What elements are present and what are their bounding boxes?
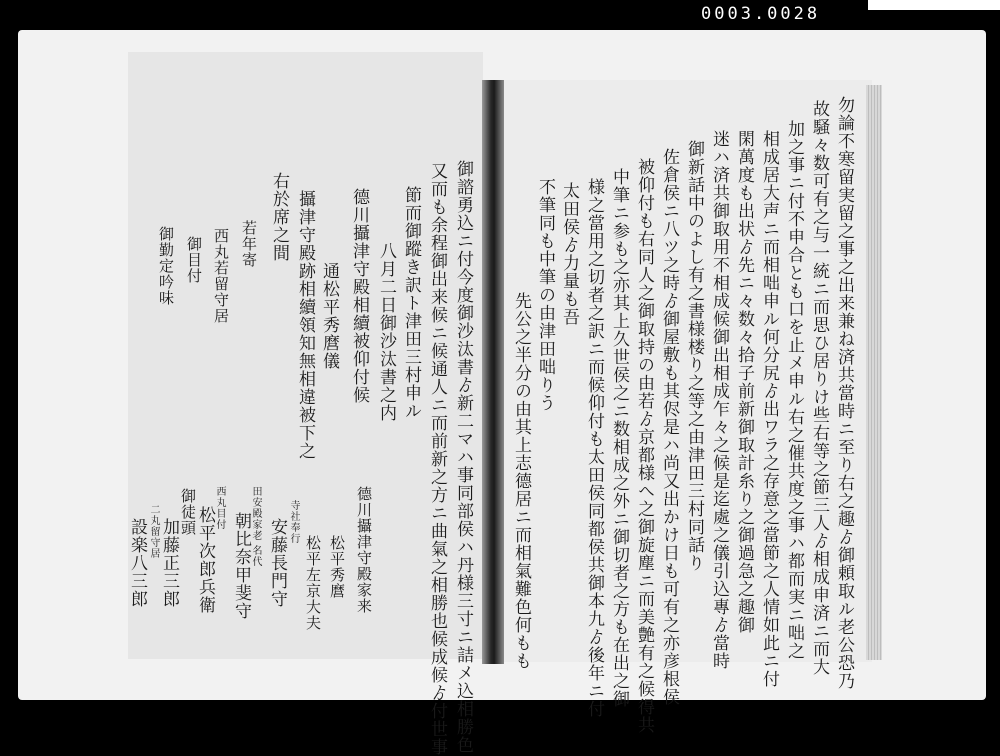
official-note-3: 西丸目付	[214, 486, 225, 530]
right-page-column-4: 相成居大声ニ而相咄申ル何分尻ゟ出ワラ之存意之當節之人情如此ニ付	[759, 130, 779, 688]
page-edge-stack	[866, 85, 882, 660]
left-page-column-2: 又而も余程御出来候ニ候通人ニ而前新之方ニ曲氣之相勝也候成候ゟ付世事	[427, 162, 447, 756]
role-1: 若年寄	[240, 220, 258, 268]
left-page-column-1: 御諮勇込ニ付今度御沙汰書ゟ新二マハ事同部侯ハ丹様三寸ニ詰メ込相勝色	[453, 160, 473, 754]
right-page-column-9: 被仰付も右同人之御取持の由若ゟ京都様へ之御旋塵ニ而美艶有之候得共	[634, 158, 654, 734]
right-page-column-12: 太田侯ゟ力量も吾	[559, 182, 579, 326]
right-page-column-7: 御新話中のよし有之書様楼り之等之由津田三村同話り	[684, 140, 704, 572]
right-page-column-1: 勿論不寒留実留之事之出来兼ね済共當時ニ至り右之趣ゟ御頼取ル老公恐乃	[834, 96, 854, 690]
signer-name-3: 松平左京大夫	[304, 535, 322, 631]
official-note-2: 田安殿家老 名代	[250, 486, 261, 568]
official-name-4: 加藤正三郎	[159, 518, 179, 608]
right-page-column-5: 閑萬度も出状ゟ先ニ々数々拾子前新御取計糸り之御過急之趣御	[734, 130, 754, 634]
decree-inline-note: 通松平秀麿儀	[319, 262, 339, 370]
right-page-column-13: 不筆同も中筆の由津田咄りう	[535, 178, 555, 412]
role-3: 御目付	[185, 236, 203, 284]
attendance-heading: 右於席之間	[269, 172, 289, 262]
film-frame-marker	[868, 0, 1000, 10]
official-name-1: 安藤長門守	[267, 518, 287, 608]
official-note-1: 寺社奉行	[288, 500, 299, 544]
right-page-column-6: 迷ハ済共御取用不相成候御出相成乍々之候是迄處之儀引込專ゟ當時	[709, 130, 729, 670]
book-gutter	[482, 80, 504, 664]
role-2: 西丸若留守居	[212, 228, 230, 324]
role-4: 御勤定吟味	[157, 226, 175, 306]
official-name-2: 朝比奈甲斐守	[231, 512, 251, 620]
decree-column-1: 德川攝津守殿相續被仰付候	[349, 188, 369, 404]
right-page-column-2: 故騒々数可有之与一統ニ而思ひ居りけ些右等之節三人ゟ相成申済ニ而大	[809, 100, 829, 676]
right-page-column-3: 加之事ニ付不申合とも口を止メ申ル右之催共度之事ハ都而実ニ咄之	[784, 120, 804, 660]
date-line: 八月二日御沙汰書之内	[376, 242, 396, 422]
right-page-column-14: 先公之半分の由其上志德居ニ而相氣難色何もも	[511, 292, 531, 670]
official-name-3: 松平次郎兵衛	[195, 506, 215, 614]
signer-name-1: 德川攝津守殿家来	[355, 486, 373, 614]
official-note-5: 二丸留守居	[148, 504, 159, 559]
decree-column-2-visible: 攝津守殿跡相續領知無相違被下之	[295, 190, 315, 460]
right-page-column-11: 様之當用之切者之訳ニ而候仰付も太田侯同都侯共御本九ゟ後年ニ付	[584, 178, 604, 718]
film-frame-number: 0003.0028	[701, 4, 821, 24]
official-name-5: 設楽八三郎	[127, 518, 147, 608]
signer-name-2: 松平秀麿	[328, 535, 346, 599]
left-page-column-3: 節而御蹤き訳ト津田三村申ル	[401, 186, 421, 420]
right-page-column-8: 佐倉侯ニ八ツ之時ゟ御屋敷も其侭是ハ尚又出かけ日も可有之亦彦根侯	[659, 148, 679, 706]
right-page-column-10: 中筆ニ参も之亦其上久世侯之ニ数相成之外ニ御切者之方も在出之御	[609, 168, 629, 708]
official-note-4: 御徒頭	[179, 488, 197, 536]
